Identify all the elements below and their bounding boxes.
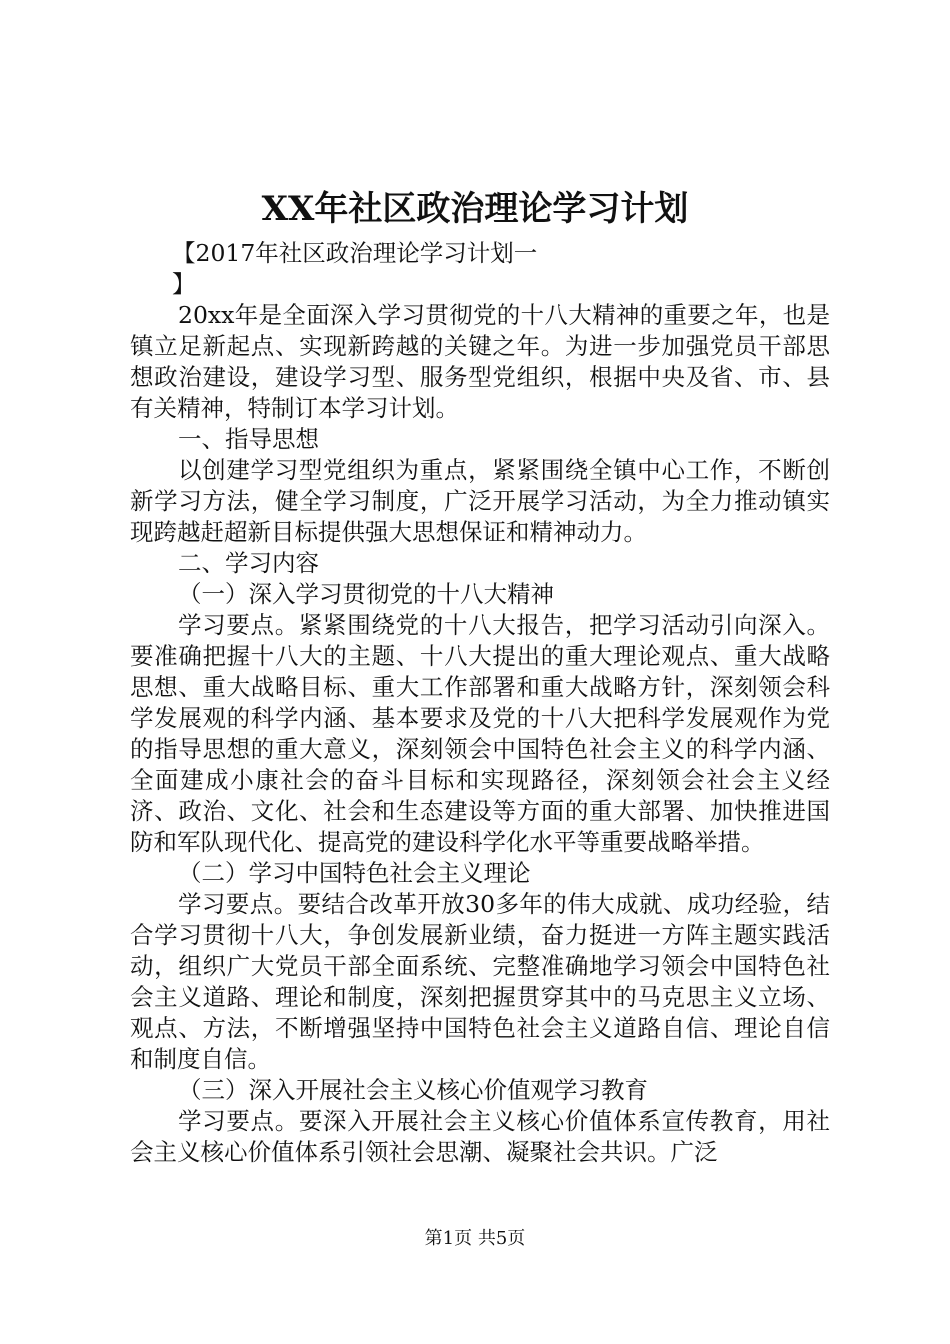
document-title: XX年社区政治理论学习计划 (261, 189, 689, 229)
page-footer: 第1页 共5页 (424, 1228, 526, 1249)
subheading-1: （一）深入学习贯彻党的十八大精神 (178, 580, 554, 608)
paragraph-subsection-2: 学习要点。要结合改革开放30多年的伟大成就、成功经验，结合学习贯彻十八大，争创发展新业绩，奋力挺进一方阵主题实践活动，组织广大党员干部全面系统、完整准确地学习领会中国特色社会主义道路、理论和制度，深刻把握贯穿其中的马克思主义立场、观点、方法，不断增强坚持中国特色社会主义道路自信、理论自信和制度自信。 (130, 890, 830, 1073)
heading-study-content: 二、学习内容 (178, 549, 319, 577)
paragraph-intro: 20xx年是全面深入学习贯彻党的十八大精神的重要之年，也是镇立足新起点、实现新跨越的关键之年。为进一步加强党员干部思想政治建设，建设学习型、服务型党组织，根据中央及省、市、县有关精神，特制订本学习计划。 (130, 301, 830, 422)
subheading-2: （二）学习中国特色社会主义理论 (178, 859, 531, 887)
subheading-3: （三）深入开展社会主义核心价值观学习教育 (178, 1076, 648, 1104)
heading-guiding-ideology: 一、指导思想 (178, 425, 319, 453)
document-body (130, 238, 830, 1168)
paragraph-guiding-ideology: 以创建学习型党组织为重点，紧紧围绕全镇中心工作，不断创新学习方法，健全学习制度，广泛开展学习活动，为全力推动镇实现跨越赶超新目标提供强大思想保证和精神动力。 (130, 456, 830, 546)
paragraph-subsection-3: 学习要点。要深入开展社会主义核心价值体系宣传教育，用社会主义核心价值体系引领社会思潮、凝聚社会共识。广泛 (130, 1107, 830, 1166)
source-line: 【2017年社区政治理论学习计划一 (172, 239, 538, 267)
source-line-close: 】 (172, 270, 196, 298)
paragraph-subsection-1: 学习要点。紧紧围绕党的十八大报告，把学习活动引向深入。要准确把握十八大的主题、十八大提出的重大理论观点、重大战略思想、重大战略目标、重大工作部署和重大战略方针，深刻领会科学发展观的科学内涵、基本要求及党的十八大把科学发展观作为党的指导思想的重大意义，深刻领会中国特色社会主义的科学内涵、全面建成小康社会的奋斗目标和实现路径，深刻领会社会主义经济、政治、文化、社会和生态建设等方面的重大部署、加快推进国防和军队现代化、提高党的建设科学化水平等重要战略举措。 (130, 611, 830, 856)
